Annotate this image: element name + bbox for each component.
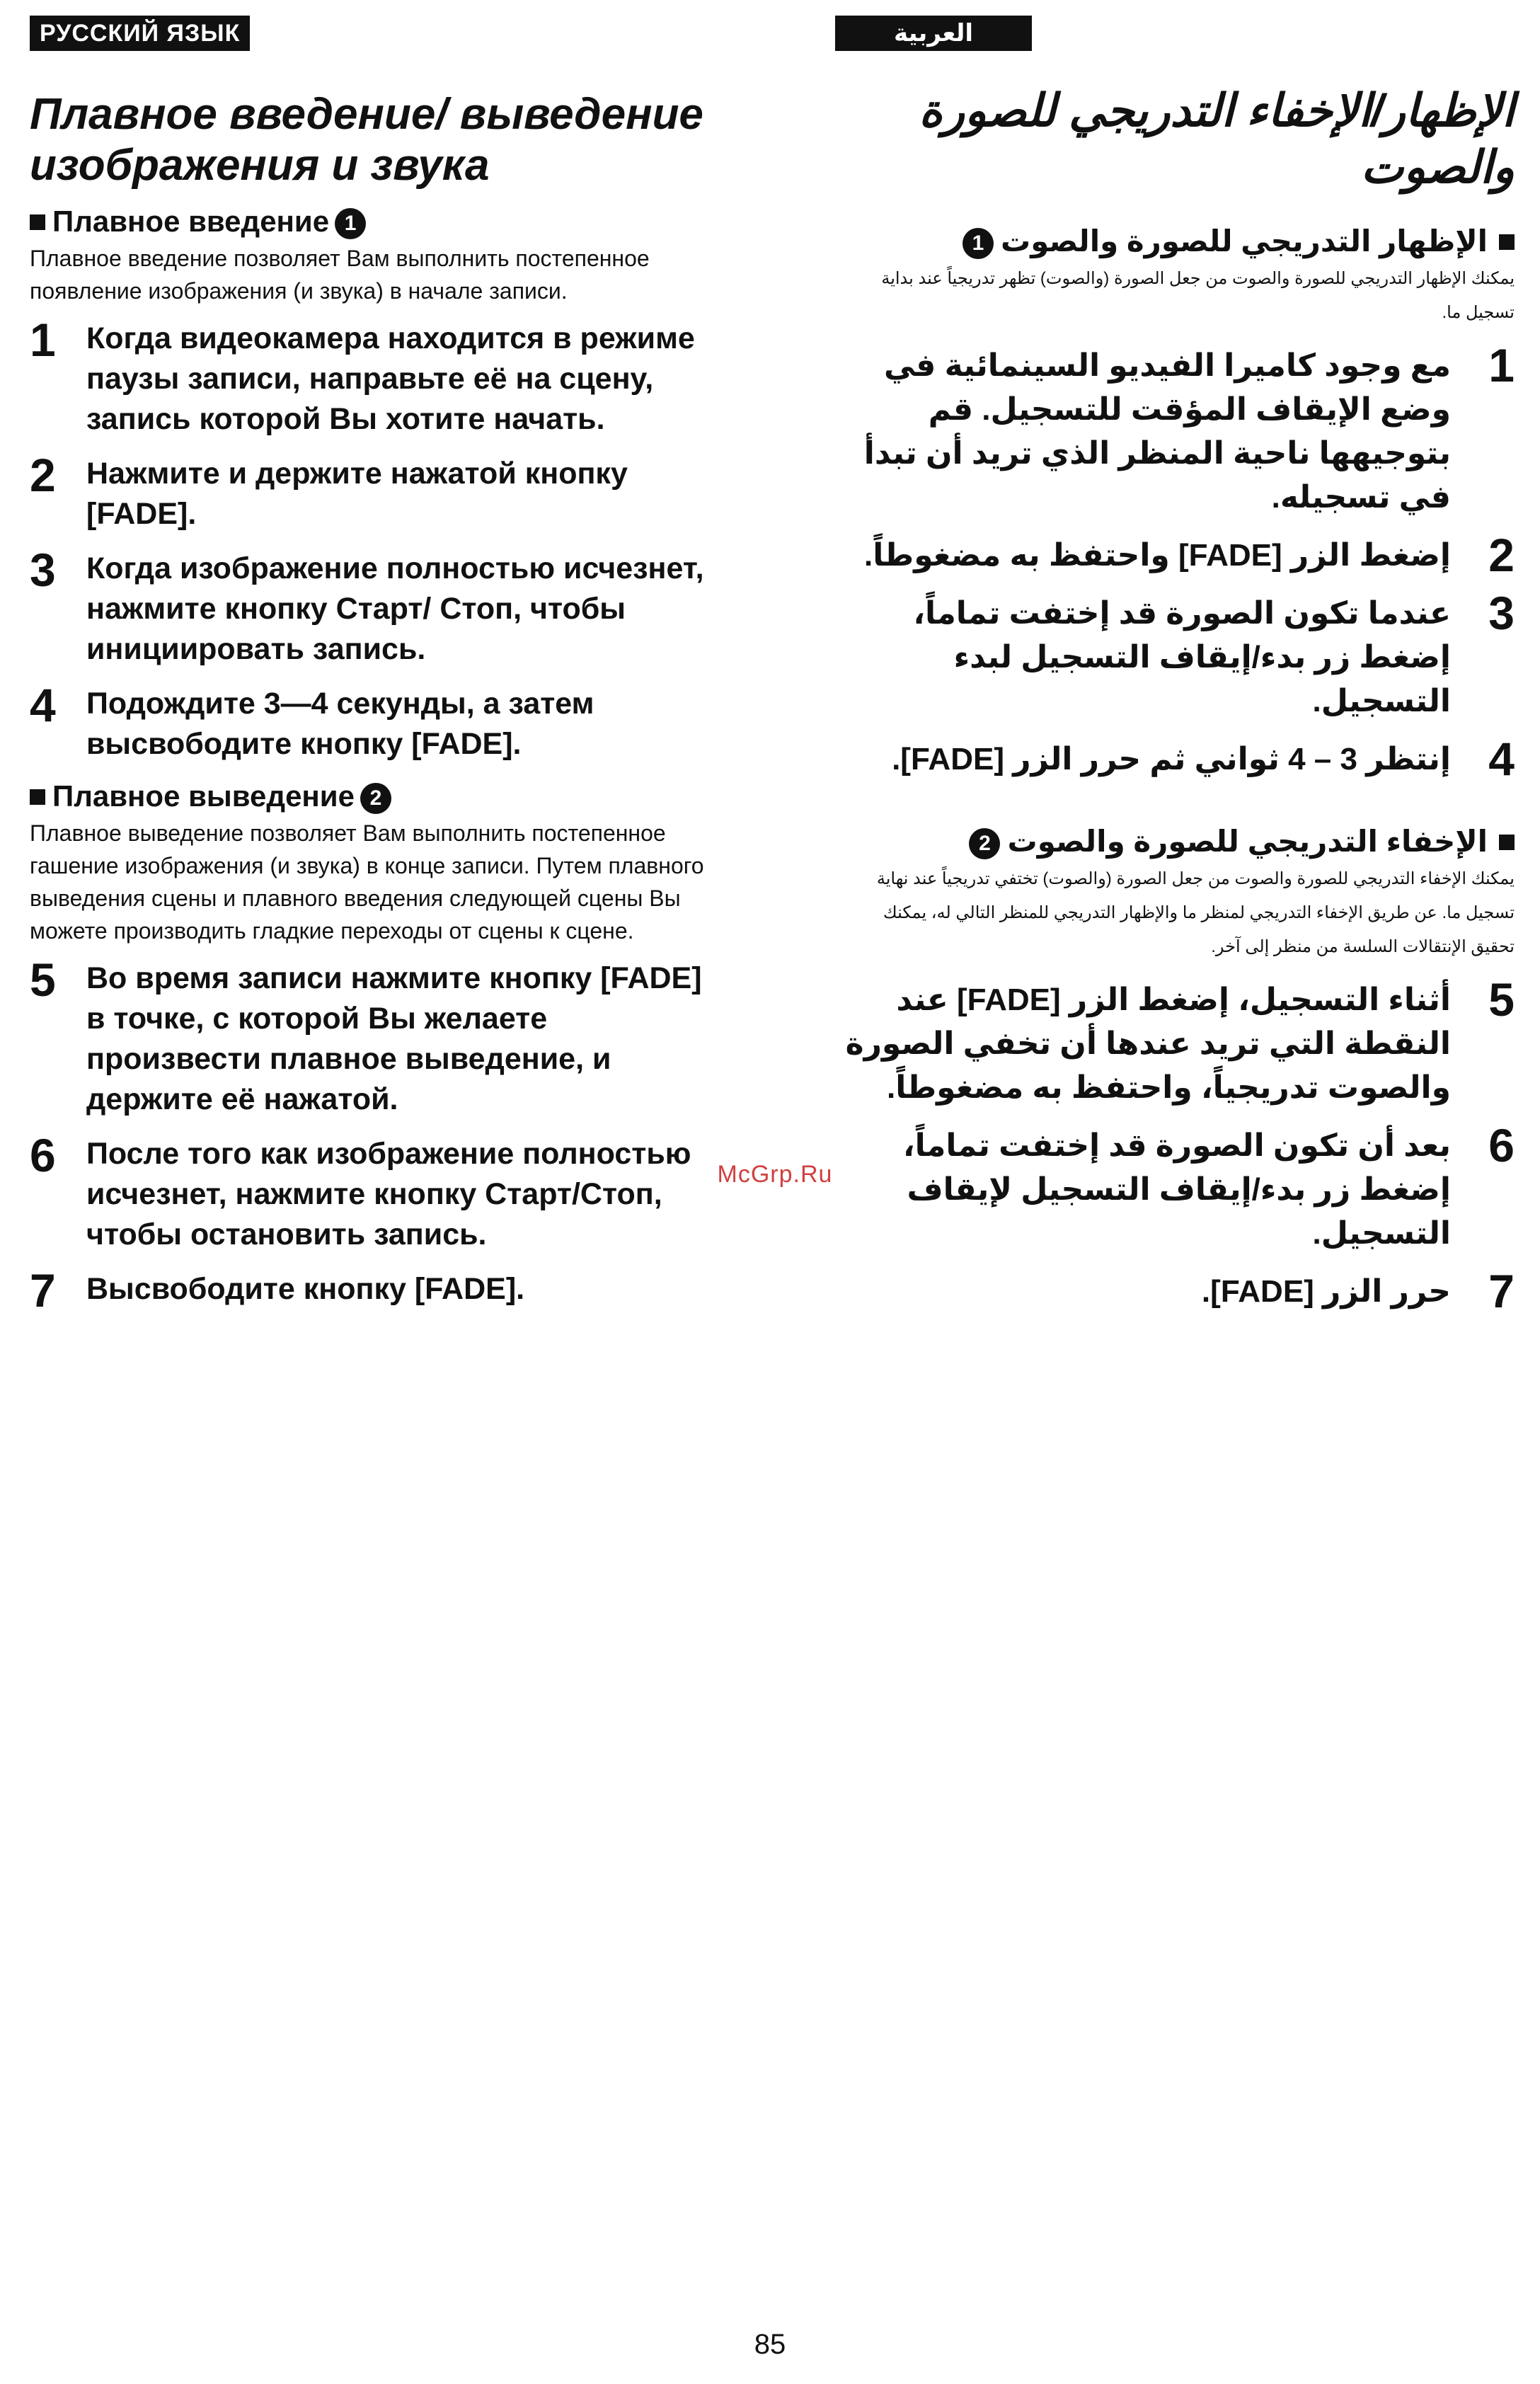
square-bullet-icon	[30, 214, 45, 230]
step-2-arabic: 2 إضغط الزر [FADE] واحتفظ به مضغوطاً.	[864, 529, 1515, 581]
fade-out-description-arabic: يمكنك الإخفاء التدريجي للصورة والصوت من جعل الصورة (والصوت) تختفي تدريجياً عند نهاية تسجيل ما. عن طريق الإخفاء التدريجي لمنظر ما والإظهار التدريجي للمنظر التالي له، يمكنك تحقيق الإنتقالات السلسة من منظر إلى آخر.	[876, 869, 1515, 956]
fade-out-heading: Плавное выведение 2	[30, 779, 709, 814]
circled-number-2-icon: 2	[969, 828, 1000, 859]
fade-out-description: Плавное выведение позволяет Вам выполнить постепенное гашение изображения (и звука) в конце записи. Путем плавного выведения сцены и плавного введения следующей сцены Вы можете производить гладкие переходы от сцены к сцене.	[30, 820, 704, 944]
circled-number-2-icon: 2	[360, 783, 391, 814]
step-1-arabic: 1 مع وجود كاميرا الفيديو السينمائية في وضع الإيقاف المؤقت للتسجيل. قم بتوجيهها ناحية المنظر الذي تريد أن تبدأ في تسجيله.	[863, 339, 1515, 515]
fade-in-description: Плавное введение позволяет Вам выполнить постепенное появление изображения (и звука) в начале записи.	[30, 246, 650, 304]
page-number: 85	[754, 2329, 786, 2360]
watermark: McGrp.Ru	[717, 1161, 833, 1188]
language-tag-arabic: العربية	[835, 16, 1032, 51]
step-5: 5 Во время записи нажмите кнопку [FADE] в точке, с которой Вы желаете произвести плавное выведение, и держите её нажатой.	[30, 953, 702, 1116]
step-6: 6 После того как изображение полностью исчезнет, нажмите кнопку Старт/Стоп, чтобы остановить запись.	[30, 1129, 691, 1251]
page-title-arabic: الإظهار/الإخفاء التدريجي للصورة والصوت	[919, 85, 1515, 193]
step-2: 2 Нажмите и держите нажатой кнопку [FADE].	[30, 449, 628, 531]
fade-in-description-arabic: يمكنك الإظهار التدريجي للصورة والصوت من جعل الصورة (والصوت) تظهر تدريجياً عند بداية تسجيل ما.	[881, 269, 1515, 322]
language-tag-russian: РУССКИЙ ЯЗЫК	[30, 16, 250, 51]
arabic-column	[835, 16, 1515, 1328]
step-6-arabic: 6 بعد أن تكون الصورة قد إختفت تماماً، إضغط زر بدء/إيقاف التسجيل لإيقاف التسجيل.	[902, 1119, 1515, 1251]
square-bullet-icon	[1499, 234, 1515, 250]
circled-number-1-icon: 1	[335, 208, 366, 239]
square-bullet-icon	[1499, 835, 1515, 850]
step-1: 1 Когда видеокамера находится в режиме паузы записи, направьте её на сцену, запись которой Вы хотите начать.	[30, 314, 695, 436]
page-title-russian: Плавное введение/ выведение изображения и звука	[30, 90, 703, 190]
step-3: 3 Когда изображение полностью исчезнет, нажмите кнопку Старт/ Стоп, чтобы инициировать запись.	[30, 544, 704, 666]
square-bullet-icon	[30, 789, 45, 805]
circled-number-1-icon: 1	[962, 228, 994, 259]
step-3-arabic: 3 عندما تكون الصورة قد إختفت تماماً، إضغط زر بدء/إيقاف التسجيل لبدء التسجيل.	[913, 587, 1515, 718]
step-4-arabic: 4 إنتظر 3 – 4 ثواني ثم حرر الزر [FADE].	[892, 733, 1515, 785]
step-5-arabic: 5 أثناء التسجيل، إضغط الزر [FADE] عند النقطة التي تريد عندها أن تخفي الصورة والصوت تدريجياً، واحتفظ به مضغوطاً.	[845, 973, 1515, 1105]
fade-out-heading-arabic: الإخفاء التدريجي للصورة والصوت2	[835, 824, 1515, 859]
step-7: 7 Высвободите кнопку [FADE].	[30, 1264, 525, 1317]
step-4: 4 Подождите 3—4 секунды, а затем высвободите кнопку [FADE].	[30, 679, 594, 761]
fade-in-heading: Плавное введение 1	[30, 204, 709, 239]
fade-in-heading-arabic: الإظهار التدريجي للصورة والصوت1	[835, 224, 1515, 259]
step-7-arabic: 7 حرر الزر [FADE].	[1201, 1265, 1515, 1317]
russian-column	[30, 16, 709, 1326]
